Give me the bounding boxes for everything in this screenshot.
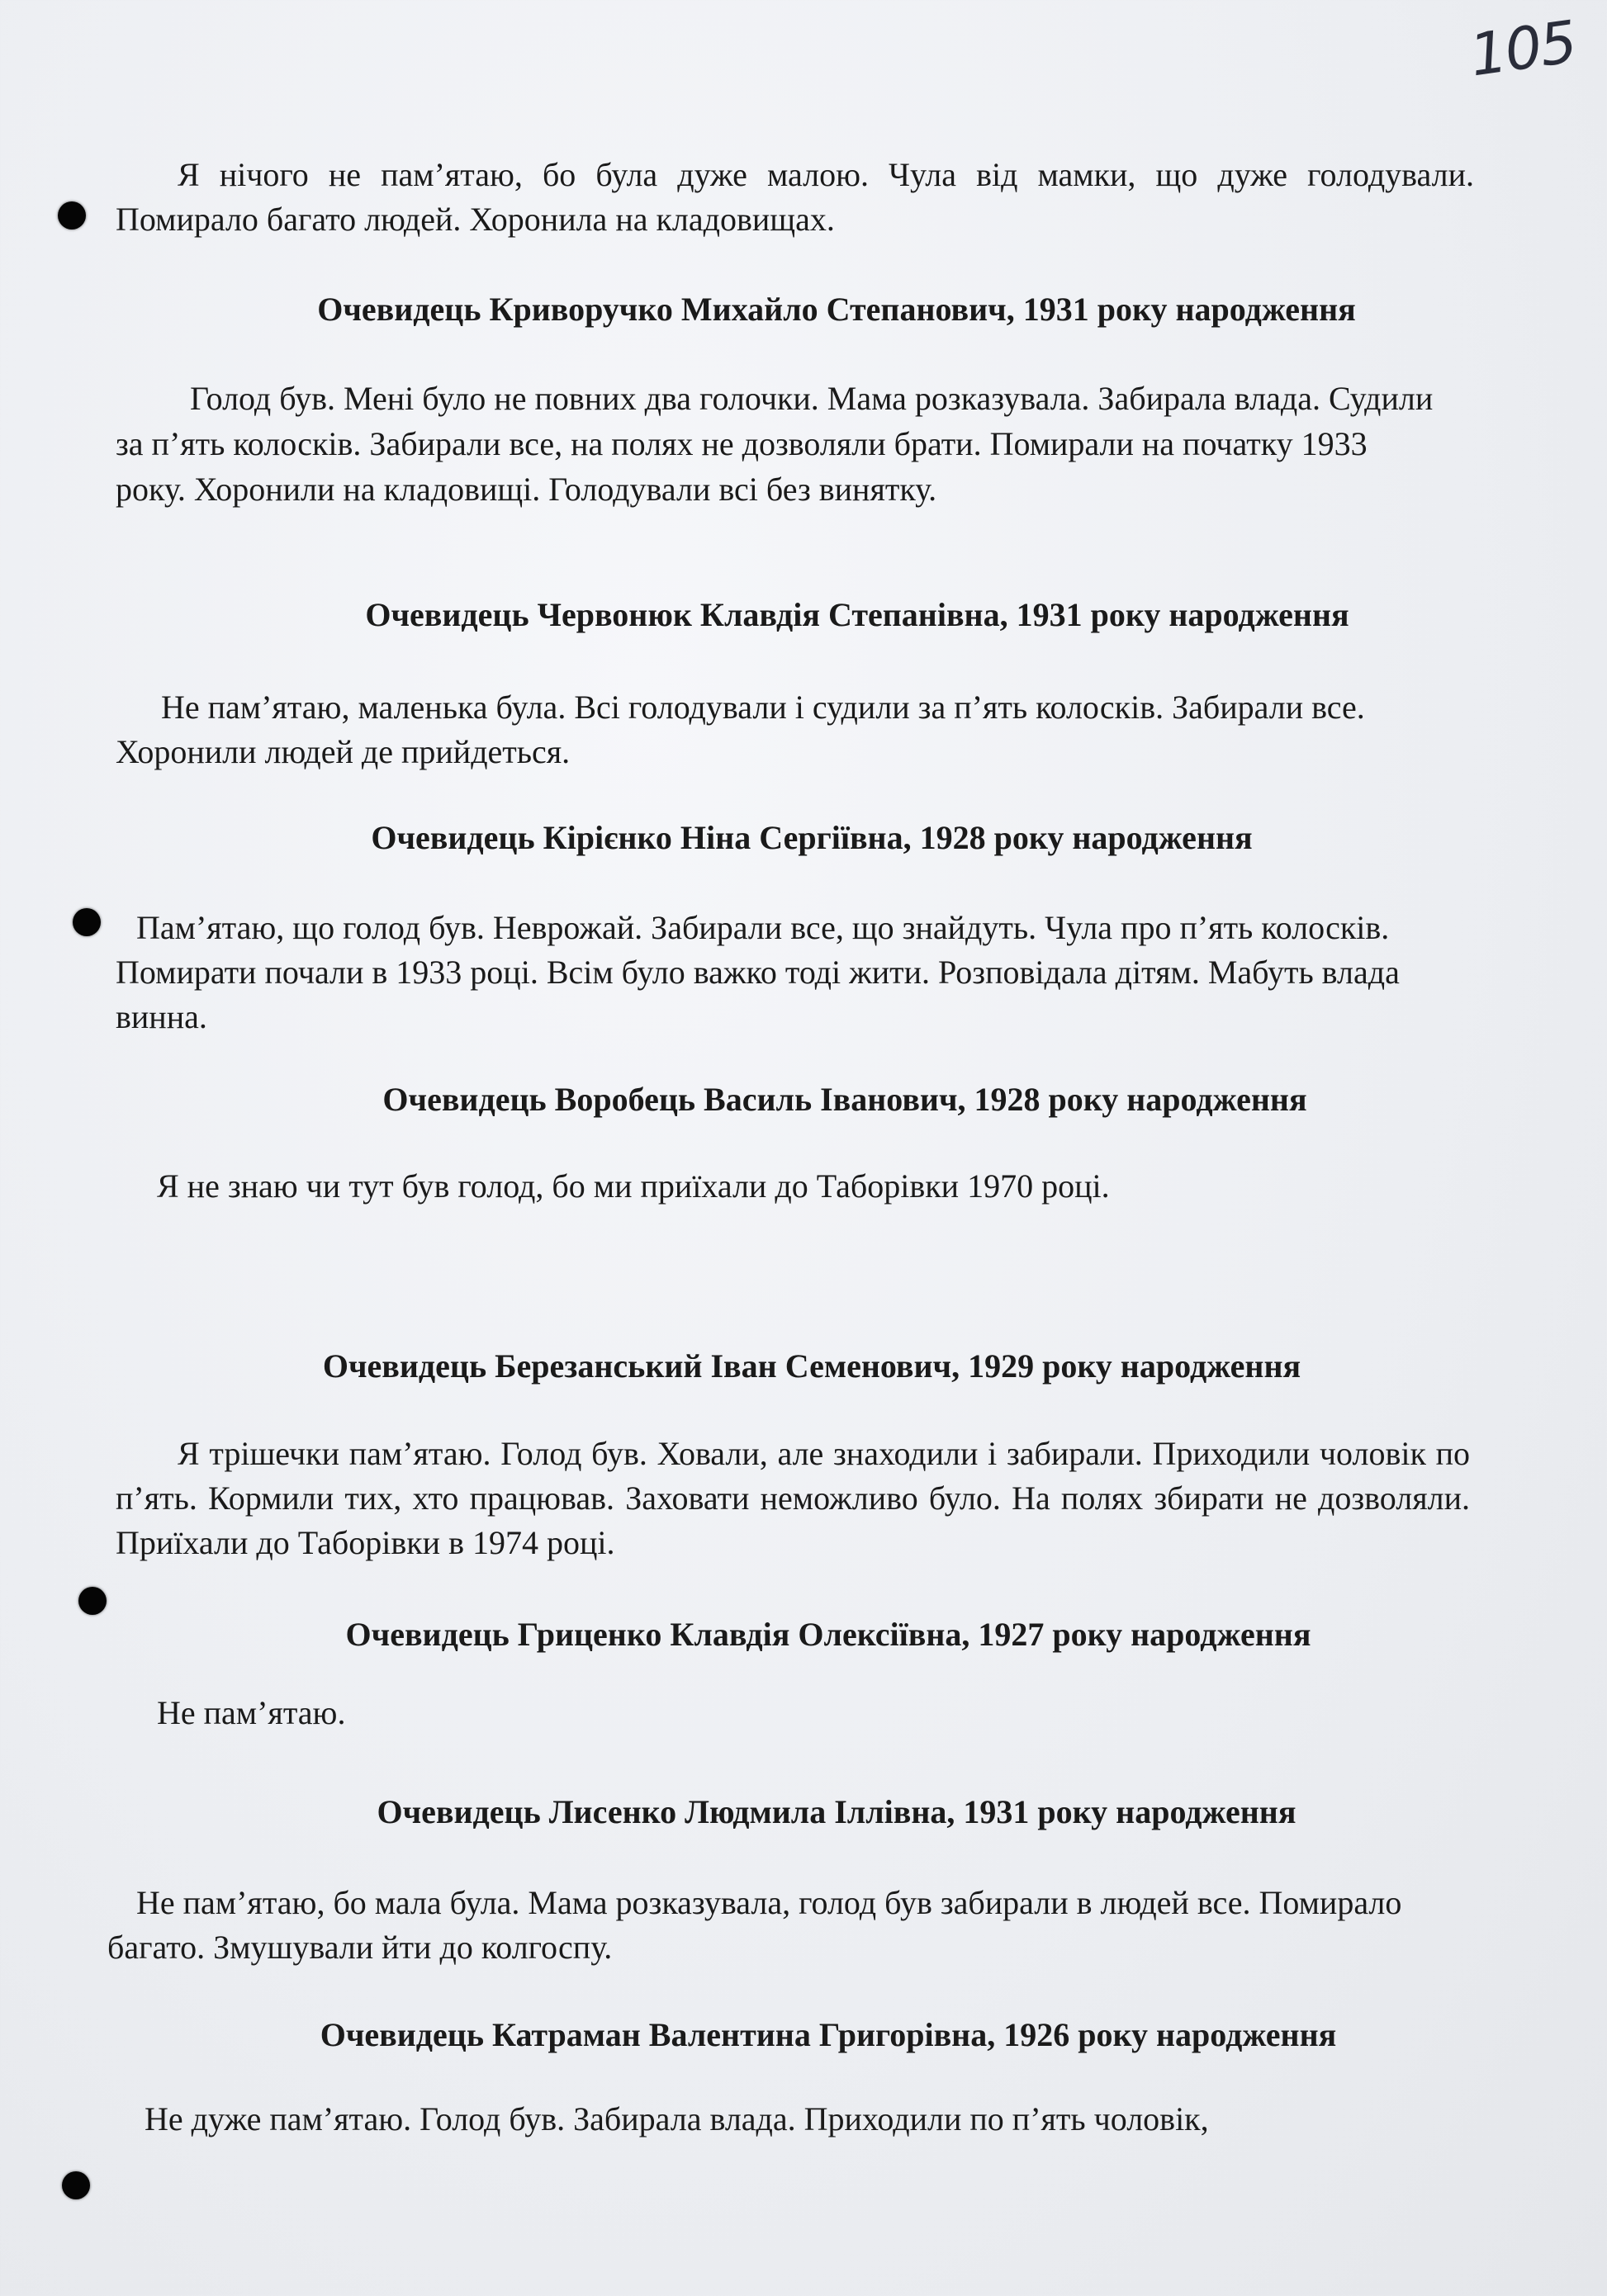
- testimony-text-4: Я не знаю чи тут був голод, бо ми приїхали до Таборівки 1970 році.: [157, 1167, 1110, 1205]
- punch-hole-2: [73, 908, 101, 936]
- testimony-text-7: Не пам’ятаю, бо мала була. Мама розказувала, голод був забирали в людей все. Помирало багато. Змушували йти до колгоспу.: [107, 1884, 1402, 1966]
- handwritten-page-number: 105: [1465, 7, 1580, 90]
- testimony-heading-4: Очевидець Воробець Василь Іванович, 1928 року народження: [382, 1081, 1307, 1118]
- intro-paragraph: Я нічого не пам’ятаю, бо була дуже малою. Чула від мамки, що дуже голодували. Помирало багато людей. Хоронила на кладовищах.: [116, 156, 1474, 238]
- testimony-heading-1: Очевидець Криворучко Михайло Степанович, 1931 року народження: [317, 291, 1356, 328]
- punch-hole-3: [78, 1587, 107, 1615]
- testimony-heading-7: Очевидець Лисенко Людмила Іллівна, 1931 року народження: [377, 1793, 1297, 1830]
- testimony-text-5: Я трішечки пам’ятаю. Голод був. Ховали, але знаходили і забирали. Приходили чоловік по п’ять. Кормили тих, хто працював. Заховати неможливо було. На полях збирати не дозволяли. Приїхали до Таборівки в 1974 році.: [116, 1435, 1470, 1561]
- testimony-heading-3: Очевидець Кірієнко Ніна Сергіївна, 1928 року народження: [371, 819, 1253, 856]
- testimony-text-1: Голод був. Мені було не повних два голочки. Мама розказувала. Забирала влада. Судили за п’ять колосків. Забирали все, на полях не дозволяли брати. Помирали на початку 1933 року. Хоронили на кладовищі. Голодували всі без винятку.: [116, 380, 1434, 508]
- testimony-text-6: Не пам’ятаю.: [157, 1694, 346, 1731]
- testimony-heading-6: Очевидець Гриценко Клавдія Олексіївна, 1927 року народження: [345, 1616, 1311, 1653]
- punch-hole-4: [62, 2171, 90, 2199]
- testimony-text-2: Не пам’ятаю, маленька була. Всі голодували і судили за п’ять колосків. Забирали все. Хоронили людей де прийдеться.: [116, 689, 1365, 770]
- punch-hole-1: [58, 201, 86, 230]
- testimony-heading-2: Очевидець Червонюк Клавдія Степанівна, 1931 року народження: [365, 596, 1349, 633]
- testimony-heading-5: Очевидець Березанський Іван Семенович, 1929 року народження: [322, 1347, 1301, 1385]
- testimony-text-8: Не дуже пам’ятаю. Голод був. Забирала влада. Приходили по п’ять чоловік,: [145, 2100, 1209, 2137]
- testimony-heading-8: Очевидець Катраман Валентина Григорівна, 1926 року народження: [320, 2016, 1337, 2053]
- testimony-text-3: Пам’ятаю, що голод був. Неврожай. Забирали все, що знайдуть. Чула про п’ять колосків. Помирати почали в 1933 році. Всім було важко тоді жити. Розповідала дітям. Мабуть влада винна.: [116, 909, 1400, 1035]
